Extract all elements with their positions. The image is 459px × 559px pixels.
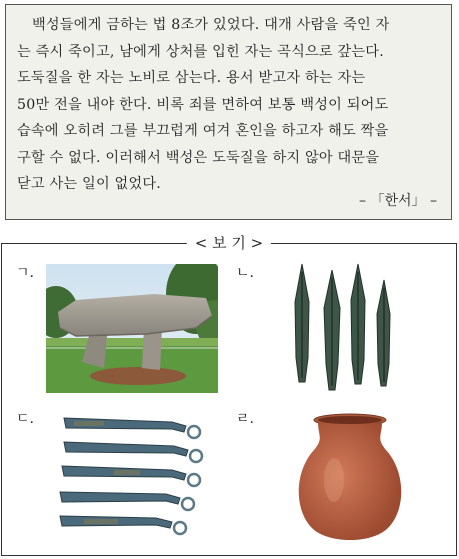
item-label-a: ㄱ. bbox=[16, 265, 34, 281]
pottery-jar-image bbox=[284, 410, 416, 546]
passage-line: 구할 수 없다. 이러해서 백성은 도둑질을 하지 않아 대문을 bbox=[17, 149, 380, 166]
item-label-d: ㄹ. bbox=[236, 411, 254, 427]
passage-line: 닫고 사는 일이 없었다. bbox=[17, 176, 161, 192]
passage-box bbox=[5, 4, 452, 220]
knife-coins-image bbox=[54, 412, 214, 540]
passage-line: 습속에 오히려 그를 부끄럽게 여겨 혼인을 하고자 해도 짝을 bbox=[17, 123, 389, 139]
bogi-title: < 보 기 > bbox=[187, 233, 271, 253]
passage-line: 50만 전을 내야 한다. 비록 죄를 면하여 보통 백성이 되어도 bbox=[17, 96, 389, 113]
item-label-c: ㄷ. bbox=[16, 411, 34, 427]
passage-line: 는 즉시 죽이고, 남에게 상처를 입힌 자는 곡식으로 갚는다. bbox=[17, 43, 384, 60]
item-label-b: ㄴ. bbox=[236, 265, 254, 281]
bogi-box bbox=[1, 234, 457, 556]
passage-source: – 「한서」 – bbox=[359, 193, 437, 209]
passage-line: 도둑질을 한 자는 노비로 삼는다. 용서 받고자 하는 자는 bbox=[17, 70, 366, 86]
passage-line: 백성들에게 금하는 법 8조가 있었다. 대개 사람을 죽인 자 bbox=[32, 17, 390, 33]
dolmen-image bbox=[46, 264, 218, 393]
bronze-daggers-image bbox=[284, 258, 404, 398]
